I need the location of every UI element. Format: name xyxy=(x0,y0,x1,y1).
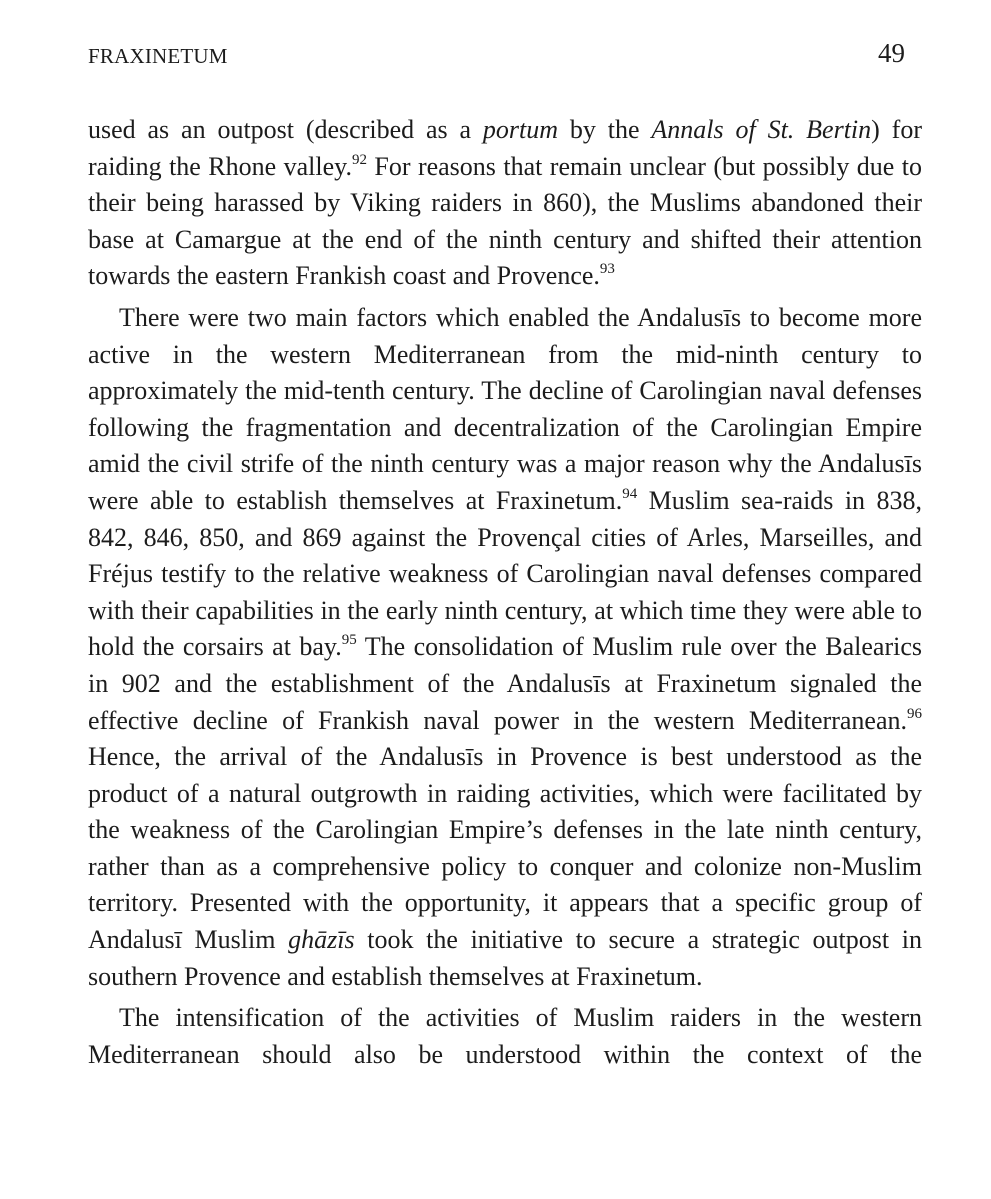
text-run: For reasons that remain unclear (but possibly due to their being harassed by Viking raiders in 860), the Muslims abandoned their base at Camargue at the end of the ninth century and shifted their attention towards the eastern Frankish coast and Provence. xyxy=(88,151,922,291)
paragraph-3 xyxy=(88,1000,922,1073)
footnote-ref: 95 xyxy=(341,632,357,649)
footnote-ref: 92 xyxy=(351,151,367,168)
text-run: took the initiative to secure a strategic outpost in southern Provence and establish themselves at Fraxinetum. xyxy=(88,925,922,991)
italic-text: ghāzīs xyxy=(288,925,355,955)
page-number: 49 xyxy=(878,38,905,68)
running-head: FRAXINETUM xyxy=(88,44,228,68)
text-run: There were two main factors which enabled the Andalusīs to become more active in the western Mediterranean from the mid-ninth century to approximately the mid-tenth century. The decline of Carolingian naval defenses following the fragmentation and decentralization of the Carolingian Empire amid the civil strife of the ninth century was a major reason why the Andalusīs were able to establish themselves at Fraxinetum. xyxy=(88,302,922,515)
paragraph-2 xyxy=(88,300,922,995)
text-run: ) for raiding the Rhone valley. xyxy=(88,115,922,181)
footnote-ref: 96 xyxy=(907,705,922,722)
body-text xyxy=(88,112,922,1073)
text-run: by the xyxy=(558,115,652,144)
text-run: Hence, the arrival of the Andalusīs in Provence is best understood as the product of a natural outgrowth in raiding activities, which were facilitated by the weakness of the Carolingian Empire’s defenses in the late ninth century, rather than as a comprehensive policy to conquer and colonize non-Muslim territory. Presented with the opportunity, it appears that a specific group of Andalusī Muslim xyxy=(88,742,922,955)
text-run: Muslim sea-raids in 838, 842, 846, 850, and 869 against the Provençal cities of Arles, Marseilles, and Fréjus testify to the relative weakness of Carolingian naval defenses compared with their capabilities in the early ninth century, at which time they were able to hold the corsairs at bay. xyxy=(88,485,922,662)
footnote-ref: 93 xyxy=(599,261,615,278)
text-run: used as an outpost (described as a xyxy=(88,115,483,144)
text-run: The intensification of the activities of Muslim raiders in the western Mediterranean should also be understood within the context of the xyxy=(88,1003,922,1069)
paragraph-1 xyxy=(88,112,922,295)
italic-text: Annals of St. Bertin xyxy=(651,115,872,144)
footnote-ref: 94 xyxy=(622,485,638,502)
text-run: The consolidation of Muslim rule over the Balearics in 902 and the establishment of the Andalusīs at Fraxinetum signaled the effective decline of Frankish naval power in the western Mediterranean. xyxy=(88,632,922,735)
italic-text: portum xyxy=(482,115,559,144)
